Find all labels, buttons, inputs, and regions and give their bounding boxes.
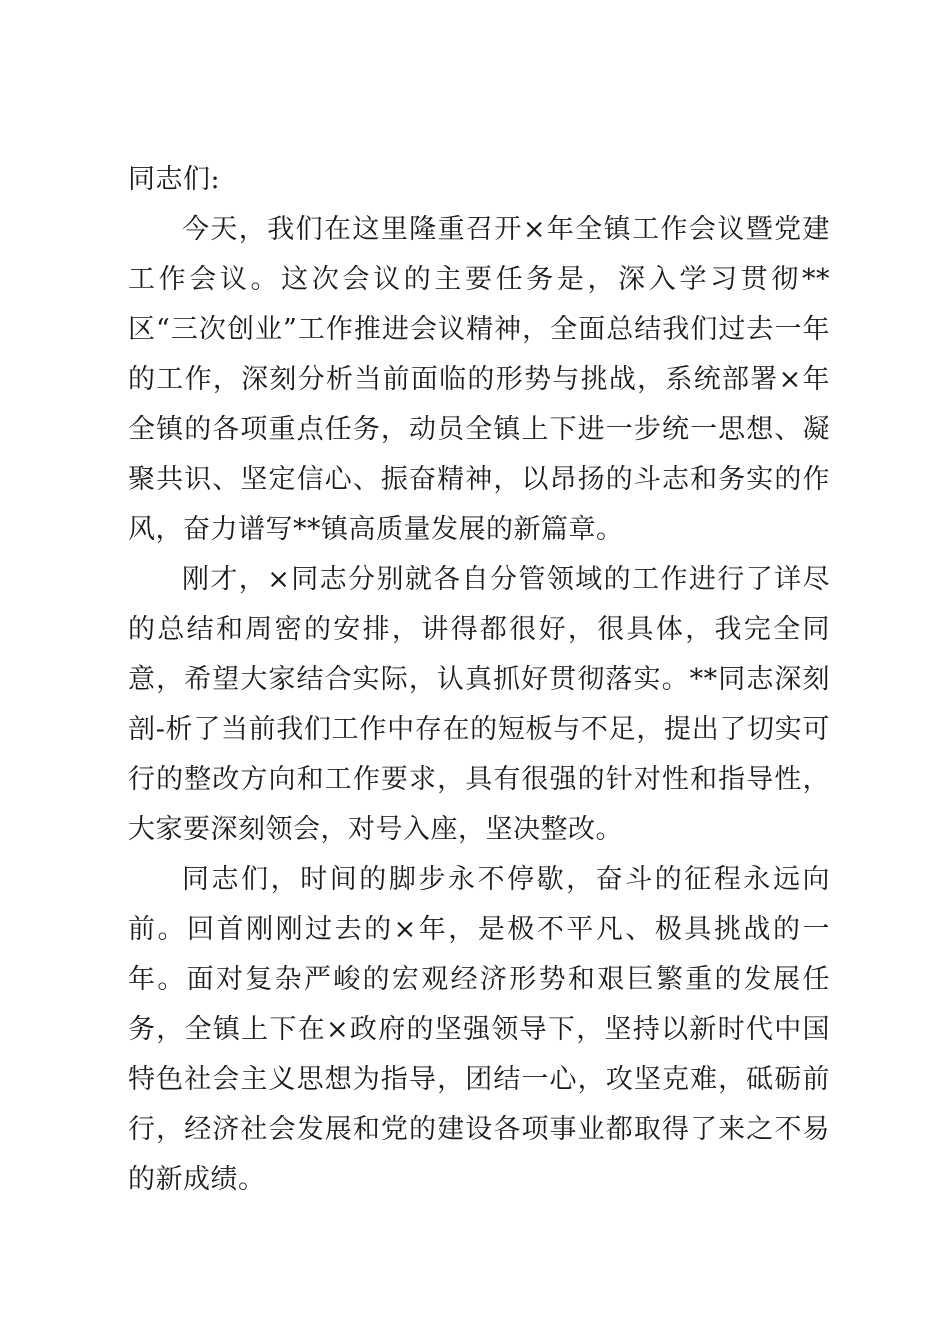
paragraph-opening: 今天，我们在这里隆重召开×年全镇工作会议暨党建工作会议。这次会议的主要任务是，深入学习贯彻**区“三次创业”工作推进会议精神，全面总结我们过去一年的工作，深刻分析当前面临的形势与挑战，系统部署×年全镇的各项重点任务，动员全镇上下进一步统一思想、凝聚共识、坚定信心、振奋精神，以昂扬的斗志和务实的作风，奋力谱写**镇高质量发展的新篇章。: [128, 214, 830, 545]
document-body: [128, 155, 830, 1205]
salutation: 同志们:: [128, 164, 221, 195]
paragraph-review: 同志们，时间的脚步永不停歇，奋斗的征程永远向前。回首刚刚过去的×年，是极不平凡、极具挑战的一年。面对复杂严峻的宏观经济形势和艰巨繁重的发展任务，全镇上下在×政府的坚强领导下，坚持以新时代中国特色社会主义思想为指导，团结一心，攻坚克难，砥砺前行，经济社会发展和党的建设各项事业都取得了来之不易的新成绩。: [128, 864, 830, 1195]
paragraph-remarks: 刚才，×同志分别就各自分管领域的工作进行了详尽的总结和周密的安排，讲得都很好，很具体，我完全同意，希望大家结合实际，认真抓好贯彻落实。**同志深刻剖-析了当前我们工作中存在的短板与不足，提出了切实可行的整改方向和工作要求，具有很强的针对性和指导性，大家要深刻领会，对号入座，坚决整改。: [128, 564, 830, 845]
